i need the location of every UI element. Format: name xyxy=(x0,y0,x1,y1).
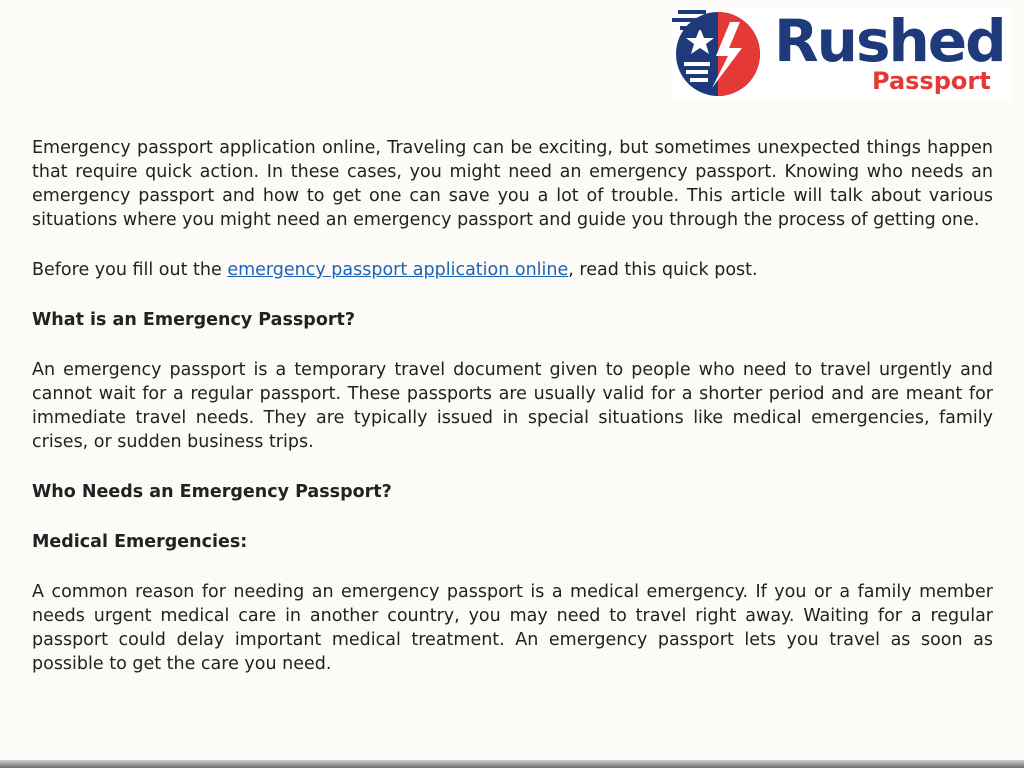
article-body xyxy=(32,136,993,676)
what-is-paragraph: An emergency passport is a temporary travel document given to people who need to travel urgently and cannot wait for a regular passport. These passports are usually valid for a shorter period and are meant for immediate travel needs. They are typically issued in special situations like medical emergencies, family crises, or sudden business trips. xyxy=(32,360,993,452)
speed-lines-icon xyxy=(672,8,708,32)
before-paragraph xyxy=(32,258,993,282)
intro-paragraph: Emergency passport application online, Traveling can be exciting, but sometimes unexpected things happen that require quick action. In these cases, you might need an emergency passport. Knowing who needs an emergency passport and how to get one can save you a lot of trouble. This article will talk about various situations where you might need an emergency passport and guide you through the process of getting one. xyxy=(32,138,993,230)
heading-medical: Medical Emergencies: xyxy=(32,532,248,552)
logo-word-rushed: Rushed xyxy=(774,7,1005,75)
heading-who-needs: Who Needs an Emergency Passport? xyxy=(32,482,392,502)
medical-paragraph: A common reason for needing an emergency passport is a medical emergency. If you or a family member needs urgent medical care in another country, you may need to travel right away. Waiting for a regular passport could delay important medical treatment. An emergency passport lets you travel as soon as possible to get the care you need. xyxy=(32,582,993,674)
emergency-passport-link[interactable]: emergency passport application online xyxy=(227,260,569,280)
heading-what-is: What is an Emergency Passport? xyxy=(32,310,356,330)
before-suffix: , read this quick post. xyxy=(568,260,758,280)
logo-word-passport: Passport xyxy=(872,67,991,95)
before-prefix: Before you fill out the xyxy=(32,260,228,280)
rushed-passport-logo xyxy=(672,8,1012,100)
bottom-divider xyxy=(0,760,1024,768)
